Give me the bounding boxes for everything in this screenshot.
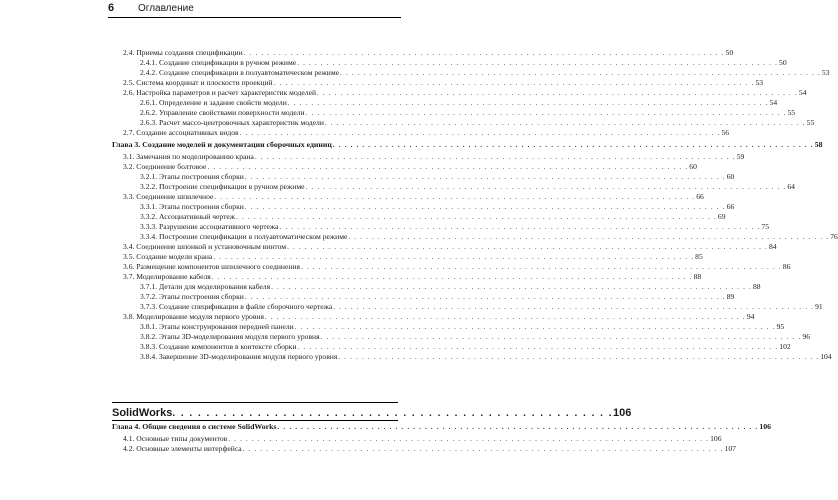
leader-dots: . . . . . . . . . . . . . . . . . . . . . . . . . . . . . . . . . . . . . . . . . . . . . . . . . . . . . . . . . . . . . . . . . . . . . . . . . . . . . . . . . . bbox=[300, 263, 782, 271]
leader-dots: . . . . . . . . . . . . . . . . . . . . . . . . . . . . . . . . . . . . . . . . . . . . . . . . . . . . . . . . . . . . . . . . . . . . . . . . . . . . . . . . . . bbox=[211, 273, 693, 281]
toc-entry-label: Глава 3. Создание моделей и документации сборочных единиц bbox=[112, 140, 332, 149]
toc-entry bbox=[112, 128, 730, 138]
leader-dots: . . . . . . . . . . . . . . . . . . . . . . . . . . . . . . . . . . . . . . . . . . . . . . . . . . . . . . . . . . . . . . . . . . . . . . . . . . . . . . . . . . bbox=[340, 69, 821, 77]
leader-dots: . . . . . . . . . . . . . . . . . . . . . . . . . . . . . . . . . . . . . . . . . . . . . . . . . . . . . . . . . . . . . . . . . . . . . . . . . . . . . . . . . . bbox=[228, 435, 710, 443]
toc-entry-label: 2.5. Система координат и плоскости проекций bbox=[123, 78, 273, 87]
toc-entry bbox=[112, 342, 791, 352]
toc-entry-label: 3.1. Замечания по моделированию крана bbox=[123, 152, 254, 161]
toc-entry-label: 2.6.2. Управление свойствами поверхности модели bbox=[140, 108, 305, 117]
toc-entry bbox=[112, 108, 796, 118]
toc-entry bbox=[112, 172, 735, 182]
leader-dots: . . . . . . . . . . . . . . . . . . . . . . . . . . . . . . . . . . . . . . . . . . . . . . . . . . . . . . . . . . . . . . . . . . . . . . . . . . . . . . . . . . bbox=[332, 141, 814, 149]
toc-entry-page: 76 bbox=[830, 232, 838, 241]
toc-entry-page: 56 bbox=[721, 128, 730, 137]
part-rule-bottom bbox=[112, 420, 398, 421]
leader-dots: . . . . . . . . . . . . . . . . . . . . . . . . . . . . . . . . . . . . . . . . . . . . . . . . . . . . . . . . . . . . . . . . . . . . . . . . . . . . . . . . . . bbox=[287, 99, 769, 107]
leader-dots: . . . . . . . . . . . . . . . . . . . . . . . . . . . . . . . . . . . . . . . . . . . . . . . . . . . . . . . . . . . . . . . . . . . . . . . . . . . . . . . . . . bbox=[254, 153, 736, 161]
toc-entry-label: 2.4.2. Создание спецификации в полуавтоматическом режиме bbox=[140, 68, 340, 77]
toc-entry-label: 2.7. Создание ассоциативных видов bbox=[123, 128, 239, 137]
part-heading-label: SolidWorks bbox=[112, 407, 173, 419]
part-rule-top bbox=[112, 402, 398, 403]
toc-entry bbox=[112, 282, 761, 292]
toc-entry-label: 3.3. Соединение шпилечное bbox=[123, 192, 214, 201]
leader-dots: . . . . . . . . . . . . . . . . . . . . . . . . . . . . . . . . . . . . . . . . . . . . . . . . . . . . . . . . . . . . . . . . . . . . . . . . . . . . . . . . . . bbox=[214, 193, 696, 201]
toc-entry-page: 88 bbox=[752, 282, 761, 291]
leader-dots: . . . . . . . . . . . . . . . . . . . . . . . . . . . . . . . . . . . . . . . . . . . . . . . . . . . . . . . . . . . . . . . . . . . . . . . . . . . . . . . . . . bbox=[324, 119, 806, 127]
toc-entry bbox=[112, 272, 702, 282]
leader-dots: . . . . . . . . . . . . . . . . . . . . . . . . . . . . . . . . . . . . . . . . . . . . . . . . . . . . . . . . . . . . . . . . . . . . . . . . . . . . . . . . . . bbox=[338, 353, 820, 361]
toc-entry-page: 86 bbox=[782, 262, 791, 271]
toc-entry-label: 2.4.1. Создание спецификации в ручном режиме bbox=[140, 58, 297, 67]
part-heading bbox=[112, 405, 632, 419]
leader-dots: . . . . . . . . . . . . . . . . . . . . . . . . . . . . . . . . . . . . . . . . . . . . . . . . . . . . bbox=[172, 408, 613, 419]
toc-entry bbox=[112, 302, 823, 312]
toc-entry-page: 66 bbox=[696, 192, 704, 201]
page-number: 6 bbox=[108, 2, 115, 14]
leader-dots: . . . . . . . . . . . . . . . . . . . . . . . . . . . . . . . . . . . . . . . . . . . . . . . . . . . . . . . . . . . . . . . . . . . . . . . . . . . . . . . . . . bbox=[348, 233, 830, 241]
toc-entry bbox=[112, 192, 704, 202]
toc-entry-page: 50 bbox=[725, 48, 734, 57]
toc-entry-page: 88 bbox=[693, 272, 702, 281]
toc-entry bbox=[112, 242, 777, 252]
leader-dots: . . . . . . . . . . . . . . . . . . . . . . . . . . . . . . . . . . . . . . . . . . . . . . . . . . . . . . . . . . . . . . . . . . . . . . . . . . . . . . . . . . bbox=[287, 243, 768, 251]
toc-entry-label: 3.8.4. Завершение 3D-моделирования модуля первого уровня bbox=[140, 352, 338, 361]
toc-entry-label: 3.3.3. Разрушение ассоциативного чертежа bbox=[140, 222, 279, 231]
toc-entry-page: 58 bbox=[814, 140, 823, 149]
toc-entry-page: 60 bbox=[726, 172, 735, 181]
leader-dots: . . . . . . . . . . . . . . . . . . . . . . . . . . . . . . . . . . . . . . . . . . . . . . . . . . . . . . . . . . . . . . . . . . . . . . . . . . . . . . . . . . bbox=[320, 333, 802, 341]
toc-entry-label: 3.6. Размещение компонентов шпилечного соединения bbox=[123, 262, 300, 271]
toc-entry-page: 95 bbox=[776, 322, 785, 331]
leader-dots: . . . . . . . . . . . . . . . . . . . . . . . . . . . . . . . . . . . . . . . . . . . . . . . . . . . . . . . . . . . . . . . . . . . . . . . . . . . . . . . . . . bbox=[317, 89, 798, 97]
toc-list bbox=[112, 48, 838, 362]
toc-entry-page: 66 bbox=[726, 202, 735, 211]
toc-entry-page: 107 bbox=[724, 444, 736, 453]
toc-entry-page: 89 bbox=[726, 292, 735, 301]
toc-entry bbox=[112, 88, 807, 98]
leader-dots: . . . . . . . . . . . . . . . . . . . . . . . . . . . . . . . . . . . . . . . . . . . . . . . . . . . . . . . . . . . . . . . . . . . . . . . . . . . . . . . . . . bbox=[297, 343, 779, 351]
toc-entry bbox=[112, 98, 778, 108]
toc-entry-label: 3.7. Моделирование кабеля bbox=[123, 272, 211, 281]
toc-entry-page: 91 bbox=[815, 302, 823, 311]
toc-entry-label: 3.3.1. Этапы построения сборки bbox=[140, 202, 244, 211]
chapter-entry bbox=[112, 140, 823, 150]
toc-entry-label: 3.8. Моделирование модуля первого уровня bbox=[123, 312, 264, 321]
toc-entry-page: 53 bbox=[755, 78, 764, 87]
toc-entry bbox=[112, 68, 830, 78]
toc-entry-label: 3.5. Создание модели крана bbox=[123, 252, 213, 261]
leader-dots: . . . . . . . . . . . . . . . . . . . . . . . . . . . . . . . . . . . . . . . . . . . . . . . . . . . . . . . . . . . . . . . . . . . . . . . . . . . . . . . . . . bbox=[243, 49, 725, 57]
toc-entry-label: 3.3.2. Ассоциативный чертеж bbox=[140, 212, 236, 221]
part-heading-page: 106 bbox=[612, 407, 632, 419]
toc-entry bbox=[112, 48, 734, 58]
toc-entry bbox=[112, 212, 726, 222]
toc-entry-label: 2.6.3. Расчет массо-центровочных характеристик модели bbox=[140, 118, 324, 127]
leader-dots: . . . . . . . . . . . . . . . . . . . . . . . . . . . . . . . . . . . . . . . . . . . . . . . . . . . . . . . . . . . . . . . . . . . . . . . . . . . . . . . . . . bbox=[273, 79, 755, 87]
leader-dots: . . . . . . . . . . . . . . . . . . . . . . . . . . . . . . . . . . . . . . . . . . . . . . . . . . . . . . . . . . . . . . . . . . . . . . . . . . . . . . . . . . bbox=[239, 129, 721, 137]
toc-entry bbox=[112, 232, 838, 242]
toc-entry-page: 94 bbox=[746, 312, 755, 321]
toc-list-continued bbox=[112, 422, 772, 454]
leader-dots: . . . . . . . . . . . . . . . . . . . . . . . . . . . . . . . . . . . . . . . . . . . . . . . . . . . . . . . . . . . . . . . . . . . . . . . . . . . . . . . . . . bbox=[271, 283, 752, 291]
toc-entry bbox=[112, 202, 735, 212]
leader-dots: . . . . . . . . . . . . . . . . . . . . . . . . . . . . . . . . . . . . . . . . . . . . . . . . . . . . . . . . . . . . . . . . . . . . . . . . . . . . . . . . . . bbox=[244, 203, 726, 211]
leader-dots: . . . . . . . . . . . . . . . . . . . . . . . . . . . . . . . . . . . . . . . . . . . . . . . . . . . . . . . . . . . . . . . . . . . . . . . . . . . . . . . . . . bbox=[244, 293, 726, 301]
toc-entry-page: 106 bbox=[759, 422, 772, 431]
toc-entry-page: 96 bbox=[802, 332, 811, 341]
toc-entry-page: 102 bbox=[779, 342, 791, 351]
toc-entry-page: 75 bbox=[761, 222, 769, 231]
toc-entry-page: 54 bbox=[769, 98, 778, 107]
leader-dots: . . . . . . . . . . . . . . . . . . . . . . . . . . . . . . . . . . . . . . . . . . . . . . . . . . . . . . . . . . . . . . . . . . . . . . . . . . . . . . . . . . bbox=[236, 213, 717, 221]
toc-entry-page: 60 bbox=[689, 162, 697, 171]
toc-entry-page: 54 bbox=[798, 88, 807, 97]
toc-entry-page: 55 bbox=[806, 118, 815, 127]
toc-entry-page: 55 bbox=[787, 108, 796, 117]
toc-entry-page: 84 bbox=[768, 242, 777, 251]
toc-entry-page: 50 bbox=[779, 58, 787, 67]
leader-dots: . . . . . . . . . . . . . . . . . . . . . . . . . . . . . . . . . . . . . . . . . . . . . . . . . . . . . . . . . . . . . . . . . . . . . . . . . . . . . . . . . . bbox=[305, 183, 787, 191]
header-rule bbox=[108, 17, 401, 18]
toc-entry bbox=[112, 78, 764, 88]
leader-dots: . . . . . . . . . . . . . . . . . . . . . . . . . . . . . . . . . . . . . . . . . . . . . . . . . . . . . . . . . . . . . . . . . . . . . . . . . . . . . . . . . . bbox=[333, 303, 815, 311]
toc-entry-label: 3.3.4. Построение спецификации в полуавтоматическом режиме bbox=[140, 232, 348, 241]
leader-dots: . . . . . . . . . . . . . . . . . . . . . . . . . . . . . . . . . . . . . . . . . . . . . . . . . . . . . . . . . . . . . . . . . . . . . . . . . . . . . . . . . . bbox=[277, 423, 759, 431]
leader-dots: . . . . . . . . . . . . . . . . . . . . . . . . . . . . . . . . . . . . . . . . . . . . . . . . . . . . . . . . . . . . . . . . . . . . . . . . . . . . . . . . . . bbox=[264, 313, 746, 321]
toc-entry-label: 3.8.1. Этапы конструирования передней панели bbox=[140, 322, 294, 331]
toc-entry-page: 53 bbox=[821, 68, 830, 77]
toc-entry-label: 3.4. Соединение шпонкой и установочным винтом bbox=[123, 242, 287, 251]
toc-entry-page: 104 bbox=[820, 352, 832, 361]
running-title: Оглавление bbox=[138, 3, 194, 14]
chapter-entry bbox=[112, 422, 772, 432]
page-header bbox=[0, 0, 500, 22]
toc-entry bbox=[112, 434, 722, 444]
toc-entry bbox=[112, 322, 785, 332]
toc-entry bbox=[112, 444, 736, 454]
toc-entry-label: Глава 4. Общие сведения о системе SolidWorks bbox=[112, 422, 277, 431]
leader-dots: . . . . . . . . . . . . . . . . . . . . . . . . . . . . . . . . . . . . . . . . . . . . . . . . . . . . . . . . . . . . . . . . . . . . . . . . . . . . . . . . . . bbox=[279, 223, 761, 231]
toc-entry bbox=[112, 262, 791, 272]
leader-dots: . . . . . . . . . . . . . . . . . . . . . . . . . . . . . . . . . . . . . . . . . . . . . . . . . . . . . . . . . . . . . . . . . . . . . . . . . . . . . . . . . . bbox=[207, 163, 689, 171]
toc-entry bbox=[112, 182, 795, 192]
toc-entry-page: 59 bbox=[736, 152, 745, 161]
toc-entry bbox=[112, 252, 703, 262]
leader-dots: . . . . . . . . . . . . . . . . . . . . . . . . . . . . . . . . . . . . . . . . . . . . . . . . . . . . . . . . . . . . . . . . . . . . . . . . . . . . . . . . . . bbox=[294, 323, 776, 331]
toc-entry bbox=[112, 312, 755, 322]
toc-entry bbox=[112, 152, 745, 162]
toc-entry-page: 69 bbox=[717, 212, 726, 221]
toc-entry-label: 2.6. Настройка параметров и расчет характеристик моделей bbox=[123, 88, 317, 97]
toc-entry bbox=[112, 118, 815, 128]
toc-entry bbox=[112, 292, 735, 302]
toc-entry-label: 3.2.1. Этапы построения сборки bbox=[140, 172, 244, 181]
toc-entry-label: 4.1. Основные типы документов bbox=[123, 434, 228, 443]
toc-entry-label: 3.7.3. Создание спецификации в файле сборочного чертежа bbox=[140, 302, 333, 311]
toc-entry-page: 106 bbox=[710, 434, 722, 443]
toc-entry-label: 3.7.2. Этапы построения сборки bbox=[140, 292, 244, 301]
leader-dots: . . . . . . . . . . . . . . . . . . . . . . . . . . . . . . . . . . . . . . . . . . . . . . . . . . . . . . . . . . . . . . . . . . . . . . . . . . . . . . . . . . bbox=[242, 445, 724, 453]
toc-entry bbox=[112, 58, 787, 68]
toc-entry-page: 85 bbox=[695, 252, 703, 261]
leader-dots: . . . . . . . . . . . . . . . . . . . . . . . . . . . . . . . . . . . . . . . . . . . . . . . . . . . . . . . . . . . . . . . . . . . . . . . . . . . . . . . . . . bbox=[213, 253, 695, 261]
toc-entry bbox=[112, 352, 832, 362]
toc-entry-page: 64 bbox=[787, 182, 795, 191]
leader-dots: . . . . . . . . . . . . . . . . . . . . . . . . . . . . . . . . . . . . . . . . . . . . . . . . . . . . . . . . . . . . . . . . . . . . . . . . . . . . . . . . . . bbox=[305, 109, 787, 117]
toc-entry bbox=[112, 332, 811, 342]
toc-entry-label: 4.2. Основные элементы интерфейса bbox=[123, 444, 242, 453]
toc-entry-label: 3.2.2. Построение спецификации в ручном режиме bbox=[140, 182, 305, 191]
toc-entry-label: 3.2. Соединение болтовое bbox=[123, 162, 207, 171]
leader-dots: . . . . . . . . . . . . . . . . . . . . . . . . . . . . . . . . . . . . . . . . . . . . . . . . . . . . . . . . . . . . . . . . . . . . . . . . . . . . . . . . . . bbox=[244, 173, 726, 181]
leader-dots: . . . . . . . . . . . . . . . . . . . . . . . . . . . . . . . . . . . . . . . . . . . . . . . . . . . . . . . . . . . . . . . . . . . . . . . . . . . . . . . . . . bbox=[297, 59, 779, 67]
toc-entry-label: 3.8.3. Создание компонентов в контексте сборки bbox=[140, 342, 297, 351]
toc-entry-label: 2.6.1. Определение и задание свойств модели bbox=[140, 98, 287, 107]
toc-entry bbox=[112, 162, 697, 172]
toc-entry-label: 3.7.1. Детали для моделирования кабеля bbox=[140, 282, 271, 291]
toc-entry-label: 3.8.2. Этапы 3D-моделирования модуля первого уровня bbox=[140, 332, 320, 341]
toc-entry bbox=[112, 222, 769, 232]
toc-entry-label: 2.4. Приемы создания спецификации bbox=[123, 48, 243, 57]
